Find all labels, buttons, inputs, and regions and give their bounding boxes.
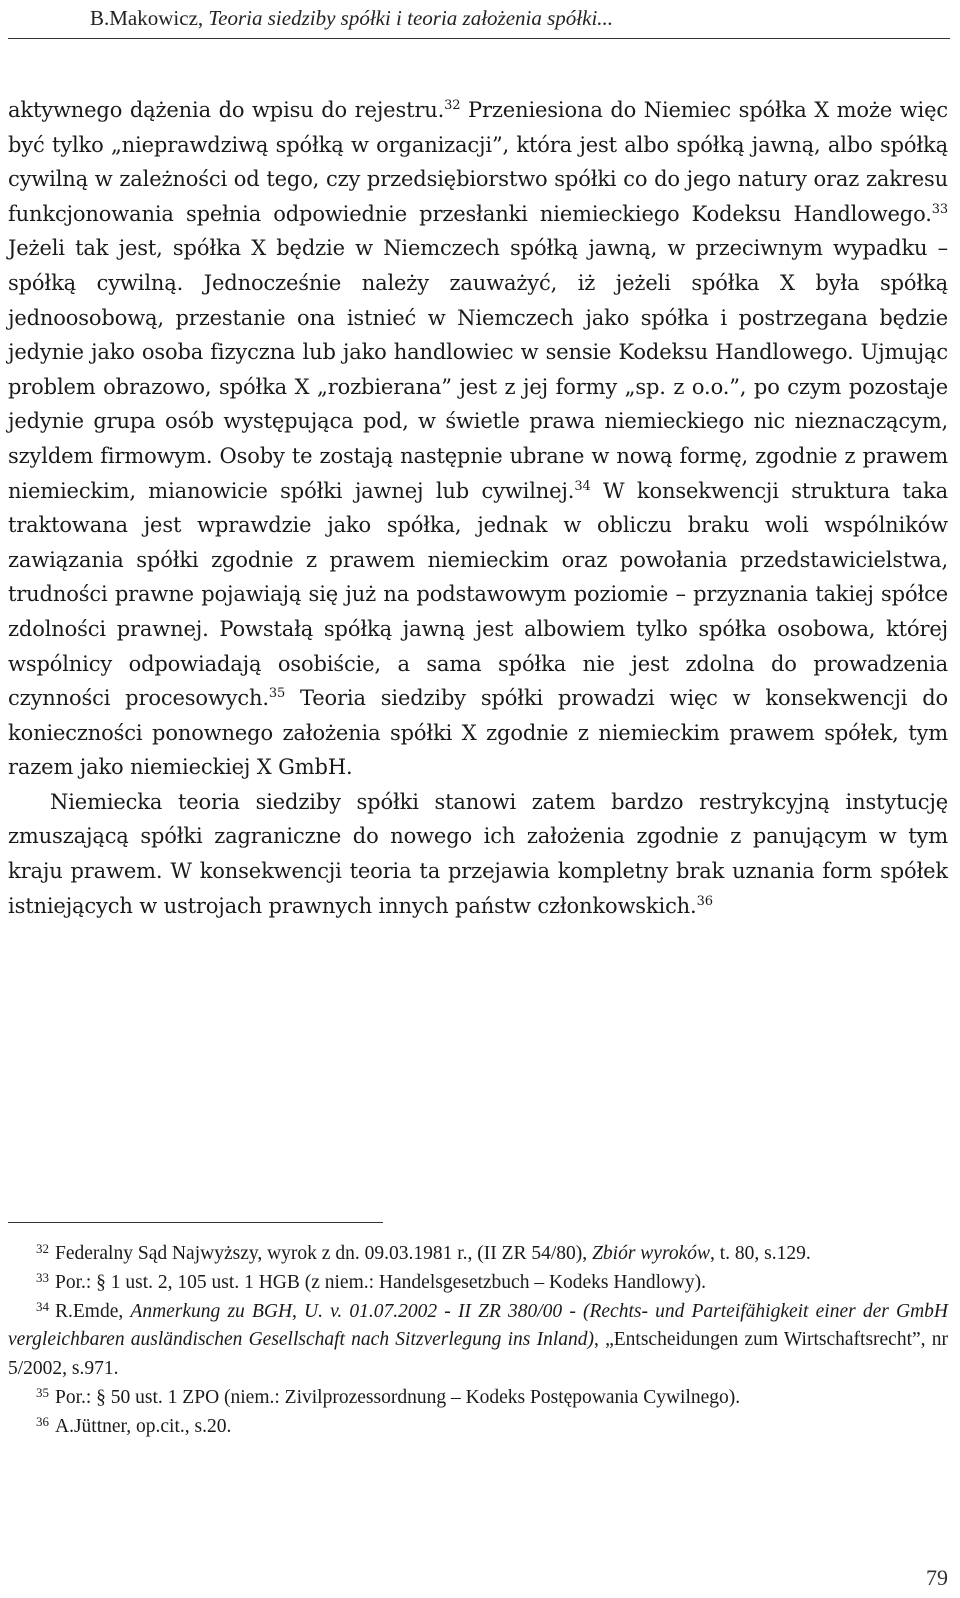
text-segment: Jeżeli tak jest, spółka X będzie w Niemczech spółką jawną, w przeciwnym wypadku – spółką cywilną. Jednocześnie należy zauważyć, iż jeżeli spółka X była spółką jednoosobową, przestanie ona istnieć w Niemczech jako spółka i postrzegana będzie jedynie jako osoba fizyczna lub jako handlowiec w sensie Kodeksu Handlowego. Ujmując problem obrazowo, spółka X „rozbierana” jest z jej formy „sp. z o.o.”, po czym pozostaje jedynie grupa osób występująca pod, w świetle prawa niemieckiego nic nieznaczącym, szyldem firmowym. Osoby te zostają następnie ubrane w nową formę, zgodnie z prawem niemieckim, mianowicie spółki jawnej lub cywilnej.: [8, 236, 948, 503]
footnote-text: A.Jüttner, op.cit., s.20.: [55, 1415, 232, 1437]
footnote-number: 34: [36, 1298, 49, 1314]
footnote-33: [8, 1269, 948, 1298]
footnote-number: 33: [36, 1269, 49, 1285]
header-title: Teoria siedziby spółki i teoria założenia spółki...: [208, 6, 614, 30]
footnote-ref-35[interactable]: 35: [268, 686, 286, 702]
text-segment: Przeniesiona do Niemiec spółka X może więc być tylko „nieprawdziwą spółką w organizacji”, która jest albo spółką jawną, albo spółką cywilną w zależności od tego, czy przedsiębiorstwo spółki co do jego natury oraz zakresu funkcjonowania spełnia odpowiednie przesłanki niemieckiego Kodeksu Handlowego.: [8, 98, 948, 226]
footnote-34: [8, 1298, 948, 1384]
footnote-ref-34[interactable]: 34: [574, 478, 591, 494]
text-segment: Niemiecka teoria siedziby spółki stanowi zatem bardzo restrykcyjną instytucję zmuszającą spółki zagraniczne do nowego ich założenia zgodnie z panującym w tym kraju prawem. W konsekwencji teoria ta przejawia kompletny brak uznania form spółek istniejących w ustrojach prawnych innych państw członkowskich.: [8, 789, 948, 918]
paragraph-2: [8, 785, 948, 923]
footnote-separator: [8, 1222, 383, 1223]
footnote-number: 36: [36, 1413, 49, 1429]
footnote-ref-36[interactable]: 36: [696, 893, 713, 909]
text-segment: aktywnego dążenia do wpisu do rejestru.: [8, 98, 445, 122]
text-segment: W konsekwencji struktura taka traktowana jest wprawdzie jako spółka, jednak w obliczu braku woli wspólników zawiązania spółki zgodnie z prawem niemieckim oraz powołania przedstawicielstwa, trudności prawne pojawiają się już na podstawowym poziomie – przyznania takiej spółce zdolności prawnej. Powstałą spółką jawną jest albowiem tylko spółka osobowa, której wspólnicy odpowiadają osobiście, a sama spółka nie jest zdolna do prowadzenia czynności procesowych.: [8, 478, 948, 711]
page-number: 79: [926, 1565, 948, 1590]
footnote-text: R.Emde,: [55, 1300, 131, 1322]
header-rule: [8, 38, 950, 39]
running-header: [90, 6, 950, 31]
footnote-text: Federalny Sąd Najwyższy, wyrok z dn. 09.03.1981 r., (II ZR 54/80),: [55, 1243, 593, 1264]
footnote-36: [8, 1413, 948, 1442]
footnote-italic: Anmerkung zu BGH, U. v. 01.07.2002 - II ZR 380/00 - (Rechts- und Parteifähigkeit einer der GmbH vergleichbaren ausländischen Gesellschaft nach Sitzverlegung ins Inland): [8, 1300, 948, 1351]
main-text: [8, 93, 948, 923]
footnote-number: 32: [36, 1241, 49, 1256]
footnote-ref-33[interactable]: 33: [931, 201, 948, 217]
footnote-32: [8, 1240, 948, 1269]
footnote-number: 35: [36, 1384, 49, 1400]
footnote-text: Por.: § 50 ust. 1 ZPO (niem.: Zivilprozessordnung – Kodeks Postępowania Cywilnego).: [55, 1386, 741, 1408]
footnote-text: , „Entscheidungen zum Wirtschaftsrecht”, nr 5/2002, s.971.: [8, 1329, 948, 1380]
footnote-text: , t. 80, s.129.: [709, 1243, 811, 1264]
footnote-ref-32[interactable]: 32: [444, 98, 461, 113]
footnote-35: [8, 1384, 948, 1413]
footnote-italic: Zbiór wyroków: [592, 1243, 710, 1264]
header-author: B.Makowicz,: [90, 6, 209, 30]
footnote-text: Por.: § 1 ust. 2, 105 ust. 1 HGB (z niem.: Handelsgesetzbuch – Kodeks Handlowy).: [55, 1271, 707, 1293]
text-segment: Teoria siedziby spółki prowadzi więc w konsekwencji do konieczności ponownego założenia spółki X zgodnie z niemieckim prawem spółek, tym razem jako niemieckiej X GmbH.: [8, 686, 948, 780]
footnotes: [8, 1240, 948, 1442]
paragraph-1: [8, 93, 948, 785]
